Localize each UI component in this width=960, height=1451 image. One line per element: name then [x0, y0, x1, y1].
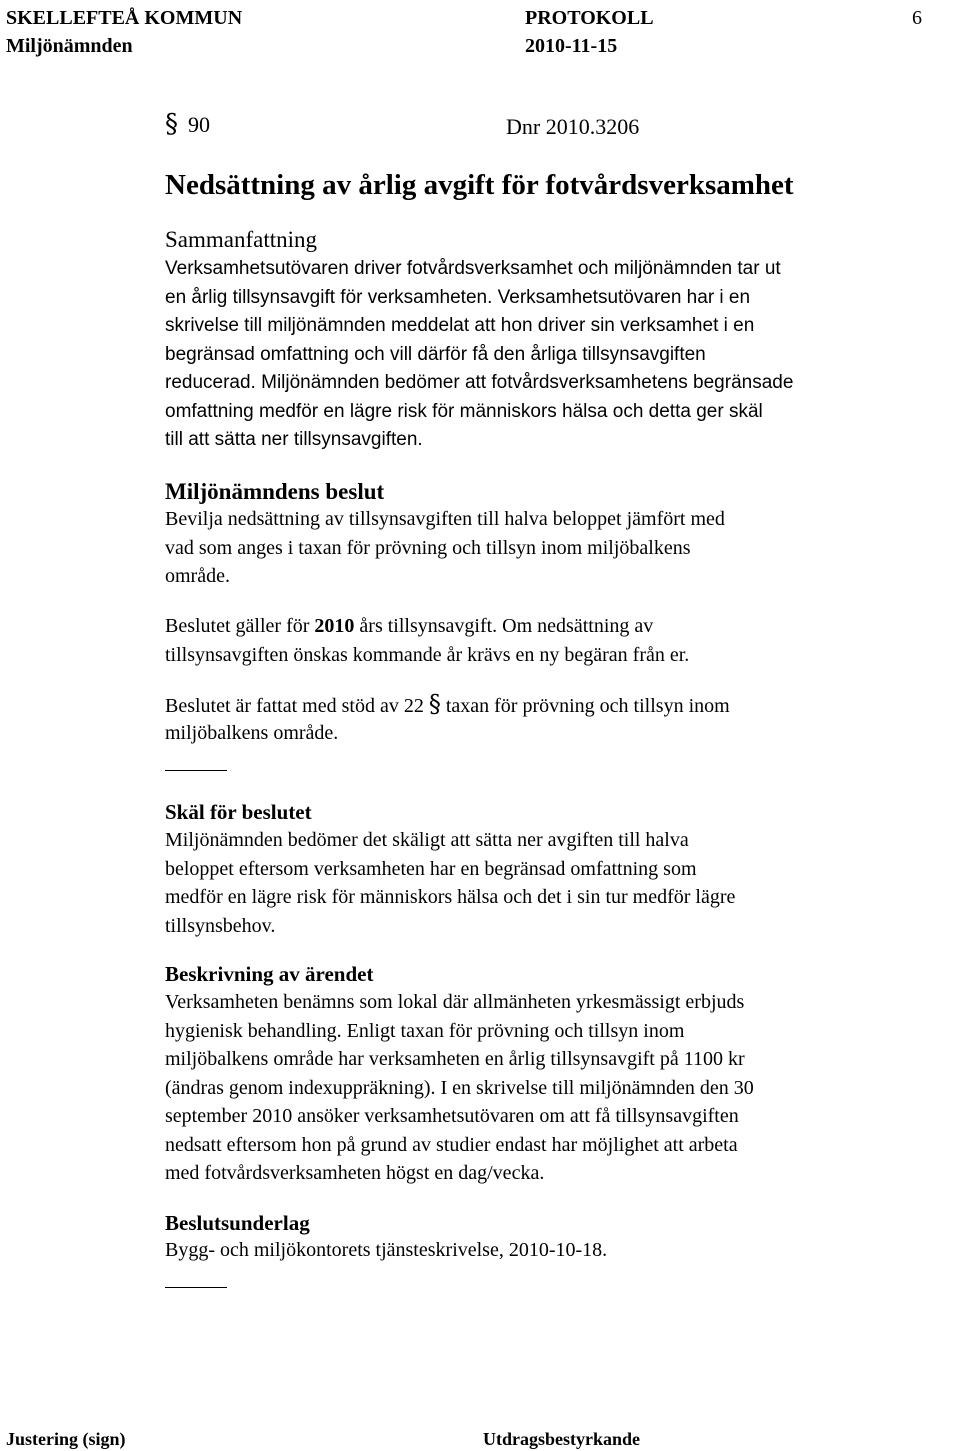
description-line: hygienisk behandling. Enligt taxan för prövning och tillsyn inom — [165, 1019, 685, 1042]
header-date: 2010-11-15 — [525, 35, 618, 57]
decision-text: Beslutet gäller för — [165, 615, 315, 637]
decision-text: års tillsynsavgift. Om nedsättning av — [354, 615, 654, 637]
decision-heading: Miljönämndens beslut — [165, 479, 385, 504]
decision-paragraph-3 — [165, 690, 895, 747]
basis-heading: Beslutsunderlag — [165, 1211, 310, 1235]
reasons-line: Miljönämnden bedömer det skäligt att sätta ner avgiften till halva — [165, 829, 689, 851]
separator-rule — [165, 1287, 227, 1288]
decision-line: område. — [165, 565, 230, 587]
description-line: september 2010 ansöker verksamhetsutövaren om att få tillsynsavgiften — [165, 1105, 739, 1127]
section-symbol: § — [428, 690, 441, 718]
decision-line — [165, 612, 895, 641]
decision-text: taxan för prövning och tillsyn inom — [440, 695, 730, 717]
footer-utdragsbestyrkande: Utdragsbestyrkande — [483, 1429, 641, 1449]
page-title: Nedsättning av årlig avgift för fotvårdsverksamhet — [165, 169, 794, 201]
decision-year: 2010 — [314, 615, 355, 637]
description-heading: Beskrivning av ärendet — [165, 962, 374, 986]
description-line: Verksamheten benämns som lokal där allmänheten yrkesmässigt erbjuds — [165, 991, 745, 1013]
separator-rule — [165, 770, 227, 771]
reasons-text — [165, 826, 895, 940]
header-doc-type: PROTOKOLL — [525, 7, 654, 29]
summary-heading: Sammanfattning — [165, 227, 318, 252]
summary-line: till att sätta ner tillsynsavgiften. — [165, 429, 423, 450]
section-paragraph-number — [165, 111, 210, 138]
description-line: miljöbalkens område har verksamheten en årlig tillsynsavgift på 1100 kr — [165, 1048, 745, 1070]
section-dnr: Dnr 2010.3206 — [506, 114, 640, 139]
description-line: med fotvårdsverksamheten högst en dag/vecka. — [165, 1162, 545, 1184]
summary-line: Verksamhetsutövaren driver fotvårdsverksamhet och miljönämnden tar ut — [165, 258, 781, 279]
reasons-line: beloppet eftersom verksamheten har en begränsad omfattning som — [165, 857, 697, 880]
footer-justering: Justering (sign) — [6, 1429, 126, 1449]
basis-text: Bygg- och miljökontorets tjänsteskrivelse, 2010-10-18. — [165, 1239, 608, 1261]
header-body: Miljönämnden — [6, 35, 133, 57]
reasons-heading: Skäl för beslutet — [165, 800, 312, 824]
section-symbol: § — [165, 109, 178, 139]
decision-line: tillsynsavgiften önskas kommande år krävs en ny begäran från er. — [165, 643, 690, 666]
reasons-line: tillsynsbehov. — [165, 914, 276, 937]
description-text — [165, 988, 895, 1188]
decision-paragraph-1 — [165, 505, 895, 591]
decision-line: vad som anges i taxan för prövning och tillsyn inom miljöbalkens — [165, 536, 691, 559]
decision-paragraph-2 — [165, 612, 895, 669]
summary-line: begränsad omfattning och vill därför få den årliga tillsynsavgiften — [165, 343, 706, 365]
decision-line — [165, 690, 895, 719]
description-line: nedsatt eftersom hon på grund av studier endast har möjlighet att arbeta — [165, 1133, 738, 1156]
header-org: SKELLEFTEÅ KOMMUN — [6, 7, 243, 29]
summary-line: skrivelse till miljönämnden meddelat att hon driver sin verksamhet i en — [165, 315, 755, 336]
reasons-line: medför en lägre risk för människors hälsa och det i sin tur medför lägre — [165, 886, 736, 908]
decision-line: Bevilja nedsättning av tillsynsavgiften till halva beloppet jämfört med — [165, 508, 725, 530]
section-number: 90 — [188, 112, 210, 137]
decision-text: Beslutet är fattat med stöd av 22 — [165, 695, 429, 717]
decision-line: miljöbalkens område. — [165, 721, 339, 744]
summary-line: en årlig tillsynsavgift för verksamheten. Verksamhetsutövaren har i en — [165, 286, 751, 308]
summary-line: reducerad. Miljönämnden bedömer att fotvårdsverksamhetens begränsade — [165, 372, 794, 393]
summary-text — [165, 255, 895, 455]
summary-line: omfattning medför en lägre risk för människors hälsa och detta ger skäl — [165, 400, 763, 422]
description-line: (ändras genom indexuppräkning). I en skrivelse till miljönämnden den 30 — [165, 1076, 754, 1099]
header-page-number: 6 — [912, 7, 922, 29]
